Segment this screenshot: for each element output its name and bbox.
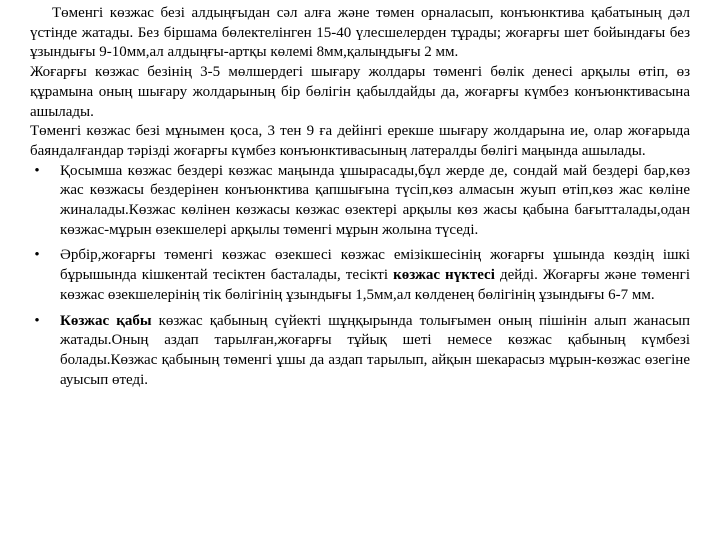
bullet-marker: • [34, 247, 40, 264]
term-lacrimal-punctum: көзжас нүктесі [393, 267, 495, 284]
paragraph-upper-gland-ducts: Жоғарғы көзжас безінің 3-5 мөлшердегі шығару жолдары төменгі бөлік денесі арқылы өтіп, өз құрамына оның шығару жолдарының бір бөлігін қабылдайды да, жоғарғы күмбез конъюнктивасына ашылады. [30, 64, 690, 120]
list-item [30, 246, 690, 305]
bullet-list [30, 162, 690, 391]
text-segment: Әрбір,жоғарғы төменгі көзжас өзекшесі көзжас емізікшесінің жоғарғы ұшында көздің ішкі бұрышында кішкентай тесіктен басталады, тесікті [60, 247, 690, 284]
list-item-text [60, 313, 690, 388]
text-segment: дейді. Жоғарғы және төменгі көзжас өзекшелерінің тік бөлігінің ұзындығы 1,5мм,ал көлденең бөлігінің ұзындығы 6-7 мм. [60, 267, 690, 303]
paragraph-lower-gland-ducts: Төменгі көзжас безі мұнымен қоса, 3 тен 9 ға дейінгі ерекше шығару жолдарына ие, олар жоғарыда баяндалғандар тәрізді жоғарғы күмбез конъюнктивасының латералды бөлігі маңында ашылады. [30, 123, 690, 159]
list-item [30, 312, 690, 391]
list-item-text: Қосымша көзжас бездері көзжас маңында ұшырасады,бұл жерде де, сондай май бездері бар,көз жас көзжасы бездерінен конъюнктива қапшығына түсіп,көз алмасын жуып өтіп,көз жас көліне жиналады.Көзжас көлінен көзжасы көзжас өзектері арқылы көз жасы қабына бағытталады,одан көзжас-мұрын өзекшелері арқылы төменгі мұрын жолына түседі. [60, 162, 690, 238]
list-item [30, 162, 690, 241]
text-segment: көзжас қабының сүйекті шұңқырында толығымен оның пішінін алып жанасып жатады.Оның аздап тарылған,жоғарғы тұйық шеті немесе көзжас қабының күмбезі болады.Көзжас қабының төменгі ұшы да аздап тарылып, айқын шекарасыз мұрын-көзжас өзегіне ауысып өтеді. [60, 312, 690, 388]
bullet-marker: • [34, 162, 40, 179]
bullet-marker: • [34, 312, 40, 329]
paragraph-lower-gland: Төменгі көзжас безі алдыңғыдан сәл алға және төмен орналасып, конъюнктива қабатының дәл үстінде жатады. Без біршама бөлектелінген 15-40 үлесшелерден тұрады; жоғарғы шет бойындағы без ұзындығы 9-10мм,ал алдыңғы-артқы көлемі 8мм,қалыңдығы 2 мм. [30, 5, 690, 61]
list-item-text [60, 247, 690, 302]
term-lacrimal-sac: Көзжас қабы [60, 312, 152, 329]
